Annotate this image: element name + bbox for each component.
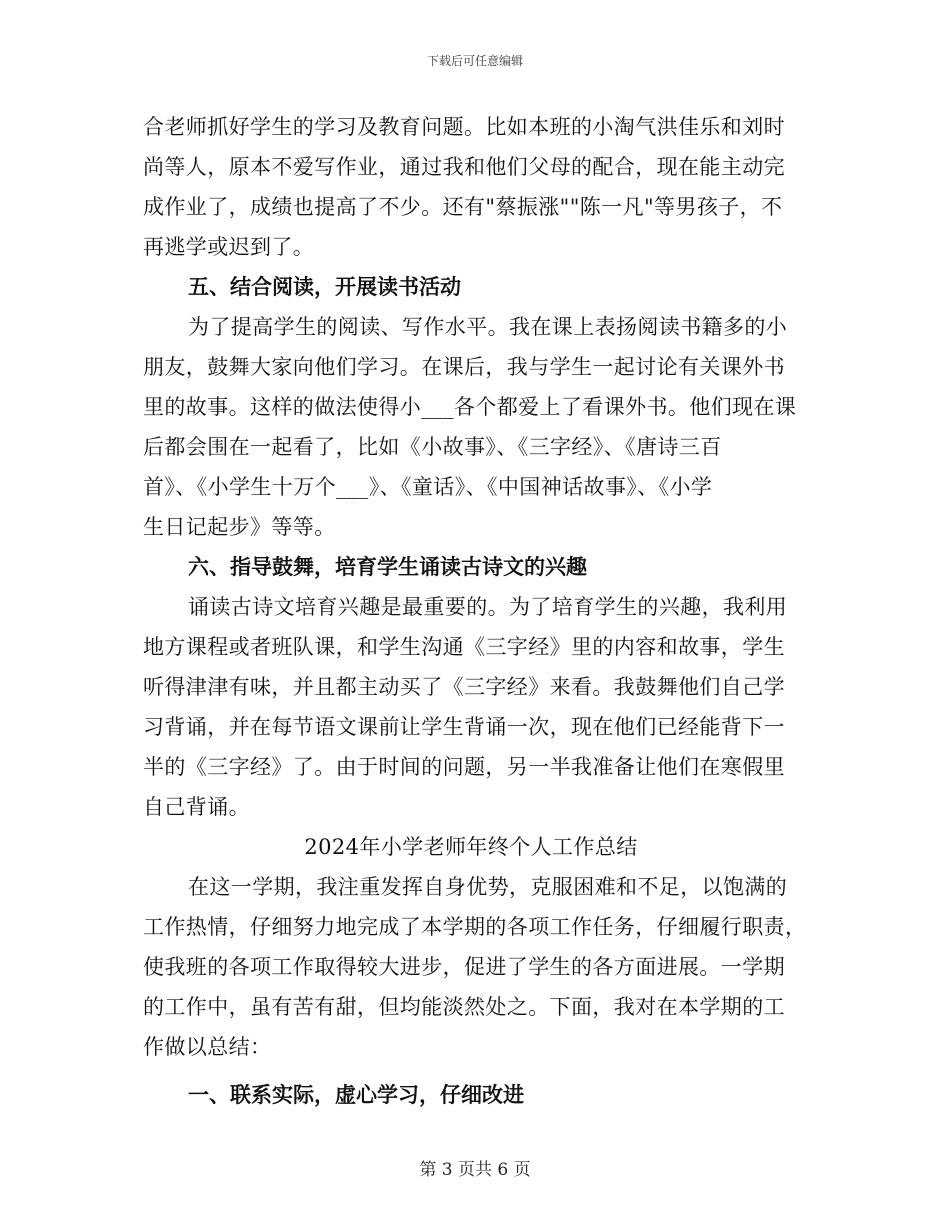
body-line: 里的故事。这样的做法使得小___各个都爱上了看课外书。他们现在课 [143,395,797,419]
section-heading-6: 六、指导鼓舞，培育学生诵读古诗文的兴趣 [188,554,587,579]
body-line: 作做以总结： [143,1035,272,1059]
body-line: 尚等人，原本不爱写作业，通过我和他们父母的配合，现在能主动完 [143,155,785,179]
body-line: 后都会围在一起看了，比如《小故事》、《三字经》、《唐诗三百 [143,435,722,459]
body-line: 地方课程或者班队课，和学生沟通《三字经》里的内容和故事，学生 [143,635,785,659]
page-footer: 第 3 页共 6 页 [419,1160,531,1180]
document-title: 2024年小学老师年终个人工作总结 [304,835,638,859]
body-line: 半的《三字经》了。由于时间的问题，另一半我准备让他们在寒假里 [143,755,785,779]
body-line: 生日记起步》等等。 [143,515,336,539]
body-line: 在这一学期，我注重发挥自身优势，克服困难和不足，以饱满的 [188,875,788,899]
body-line: 成作业了，成绩也提高了不少。还有"蔡振涨""陈一凡"等男孩子，不 [143,195,783,219]
body-line: 为了提高学生的阅读、写作水平。我在课上表扬阅读书籍多的小 [188,315,788,339]
body-line: 的工作中，虽有苦有甜，但均能淡然处之。下面，我对在本学期的工 [143,995,785,1019]
body-line: 使我班的各项工作取得较大进步，促进了学生的各方面进展。一学期 [143,955,785,979]
document-body [143,107,807,1115]
body-line: 听得津津有味，并且都主动买了《三字经》来看。我鼓舞他们自己学 [143,675,785,699]
body-line: 自己背诵。 [143,795,250,819]
page-header: 下载后可任意编辑 [426,54,523,68]
body-line: 朋友，鼓舞大家向他们学习。在课后，我与学生一起讨论有关课外书 [143,355,785,379]
body-line: 首》、《小学生十万个___》、《童话》、《中国神话故事》、《小学 [143,475,713,499]
body-line: 合老师抓好学生的学习及教育问题。比如本班的小淘气洪佳乐和刘时 [143,115,785,139]
section-heading-5: 五、结合阅读，开展读书活动 [188,274,461,299]
body-line: 再逃学或迟到了。 [143,235,315,259]
body-line: 诵读古诗文培育兴趣是最重要的。为了培育学生的兴趣，我利用 [188,595,788,619]
body-line: 工作热情，仔细努力地完成了本学期的各项工作任务，仔细履行职责， [143,915,807,939]
section-heading-1: 一、联系实际，虚心学习，仔细改进 [188,1082,524,1107]
body-line: 习背诵，并在每节语文课前让学生背诵一次，现在他们已经能背下一 [143,715,785,739]
